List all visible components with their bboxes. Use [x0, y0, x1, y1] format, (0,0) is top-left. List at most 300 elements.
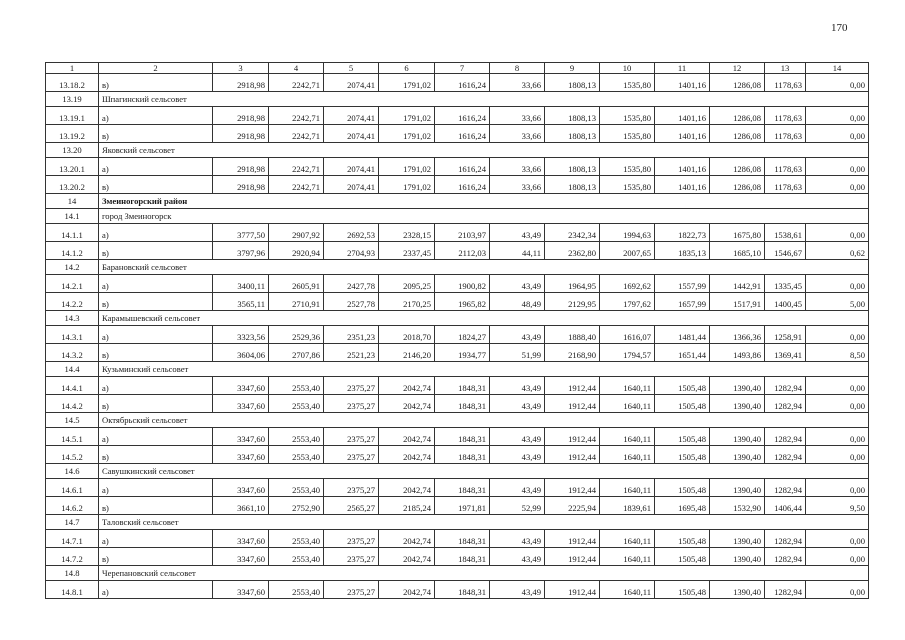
section-name: Черепановский сельсовет: [99, 566, 869, 581]
value-cell: 1964,95: [545, 275, 600, 293]
row-code: 13.20.2: [46, 176, 99, 194]
value-cell: 43,49: [490, 377, 545, 395]
value-cell: 1493,86: [710, 344, 765, 362]
row-code: 14.3.2: [46, 344, 99, 362]
value-cell: 1505,48: [655, 530, 710, 548]
table-row: [46, 326, 869, 344]
row-code: 14.4.1: [46, 377, 99, 395]
value-cell: 2042,74: [379, 479, 435, 497]
value-cell: 1535,80: [600, 125, 655, 143]
value-cell: 2242,71: [269, 158, 324, 176]
value-cell: 0,00: [806, 224, 869, 242]
value-cell: 3400,11: [213, 275, 269, 293]
value-cell: 2007,65: [600, 242, 655, 260]
table-row: [46, 344, 869, 362]
row-code: 14.1.2: [46, 242, 99, 260]
value-cell: 2074,41: [324, 74, 379, 92]
row-code: 14.5.1: [46, 428, 99, 446]
row-label: а): [99, 107, 213, 125]
value-cell: 1406,44: [765, 497, 806, 515]
value-cell: 1791,02: [379, 74, 435, 92]
value-cell: 1286,08: [710, 176, 765, 194]
value-cell: 2918,98: [213, 158, 269, 176]
row-code: 14.7.1: [46, 530, 99, 548]
value-cell: 0,00: [806, 395, 869, 413]
value-cell: 2095,25: [379, 275, 435, 293]
value-cell: 0,00: [806, 176, 869, 194]
value-cell: 2710,91: [269, 293, 324, 311]
value-cell: 0,00: [806, 548, 869, 566]
value-cell: 1282,94: [765, 548, 806, 566]
value-cell: 1535,80: [600, 107, 655, 125]
table-row: [46, 125, 869, 143]
value-cell: 0,00: [806, 74, 869, 92]
value-cell: 2242,71: [269, 107, 324, 125]
value-cell: 52,99: [490, 497, 545, 515]
value-cell: 1794,57: [600, 344, 655, 362]
value-cell: 2521,23: [324, 344, 379, 362]
table-row: [46, 428, 869, 446]
value-cell: 1286,08: [710, 107, 765, 125]
table-row: [46, 581, 869, 599]
value-cell: 1651,44: [655, 344, 710, 362]
value-cell: 1912,44: [545, 581, 600, 599]
value-cell: 1505,48: [655, 446, 710, 464]
value-cell: 2112,03: [435, 242, 490, 260]
value-cell: 2553,40: [269, 530, 324, 548]
value-cell: 3347,60: [213, 548, 269, 566]
value-cell: 1390,40: [710, 581, 765, 599]
value-cell: 2242,71: [269, 176, 324, 194]
section-row: [46, 464, 869, 479]
value-cell: 1282,94: [765, 446, 806, 464]
section-name: Таловский сельсовет: [99, 515, 869, 530]
section-name: Барановский сельсовет: [99, 260, 869, 275]
row-code: 14.2.1: [46, 275, 99, 293]
value-cell: 1848,31: [435, 530, 490, 548]
value-cell: 1505,48: [655, 581, 710, 599]
value-cell: 1535,80: [600, 158, 655, 176]
table-row: [46, 497, 869, 515]
value-cell: 2042,74: [379, 548, 435, 566]
value-cell: 1178,63: [765, 107, 806, 125]
value-cell: 1178,63: [765, 176, 806, 194]
value-cell: 3797,96: [213, 242, 269, 260]
value-cell: 1390,40: [710, 548, 765, 566]
value-cell: 2527,78: [324, 293, 379, 311]
value-cell: 1390,40: [710, 446, 765, 464]
value-cell: 1282,94: [765, 479, 806, 497]
value-cell: 2375,27: [324, 377, 379, 395]
section-row: [46, 362, 869, 377]
value-cell: 1535,80: [600, 74, 655, 92]
value-cell: 3347,60: [213, 428, 269, 446]
value-cell: 0,00: [806, 275, 869, 293]
value-cell: 1178,63: [765, 74, 806, 92]
table-row: [46, 395, 869, 413]
value-cell: 1640,11: [600, 548, 655, 566]
row-code: 14.5: [46, 413, 99, 428]
value-cell: 1640,11: [600, 479, 655, 497]
value-cell: 1912,44: [545, 446, 600, 464]
value-cell: 2427,78: [324, 275, 379, 293]
value-cell: 1822,73: [655, 224, 710, 242]
value-cell: 1390,40: [710, 395, 765, 413]
section-row: [46, 413, 869, 428]
value-cell: 1640,11: [600, 446, 655, 464]
row-code: 14.2: [46, 260, 99, 275]
value-cell: 33,66: [490, 74, 545, 92]
value-cell: 2529,36: [269, 326, 324, 344]
value-cell: 1401,16: [655, 74, 710, 92]
value-cell: 2362,80: [545, 242, 600, 260]
value-cell: 2225,94: [545, 497, 600, 515]
value-cell: 2042,74: [379, 446, 435, 464]
value-cell: 1505,48: [655, 395, 710, 413]
table-row: [46, 224, 869, 242]
row-label: а): [99, 428, 213, 446]
value-cell: 1695,48: [655, 497, 710, 515]
value-cell: 1335,45: [765, 275, 806, 293]
value-cell: 1282,94: [765, 428, 806, 446]
value-cell: 1535,80: [600, 176, 655, 194]
row-label: а): [99, 530, 213, 548]
value-cell: 1401,16: [655, 176, 710, 194]
value-cell: 43,49: [490, 395, 545, 413]
table-row: [46, 293, 869, 311]
value-cell: 33,66: [490, 125, 545, 143]
value-cell: 1390,40: [710, 377, 765, 395]
value-cell: 3323,56: [213, 326, 269, 344]
row-code: 14.4: [46, 362, 99, 377]
value-cell: 1505,48: [655, 428, 710, 446]
row-code: 14.7: [46, 515, 99, 530]
value-cell: 1791,02: [379, 176, 435, 194]
row-code: 13.18.2: [46, 74, 99, 92]
value-cell: 3347,60: [213, 581, 269, 599]
row-label: в): [99, 395, 213, 413]
value-cell: 1282,94: [765, 395, 806, 413]
value-cell: 1848,31: [435, 548, 490, 566]
value-cell: 1640,11: [600, 395, 655, 413]
value-cell: 0,00: [806, 377, 869, 395]
value-cell: 2042,74: [379, 428, 435, 446]
section-name: Шпагинский сельсовет: [99, 92, 869, 107]
value-cell: 2553,40: [269, 581, 324, 599]
value-cell: 0,00: [806, 530, 869, 548]
value-cell: 0,62: [806, 242, 869, 260]
section-name: Яковский сельсовет: [99, 143, 869, 158]
value-cell: 0,00: [806, 581, 869, 599]
value-cell: 1401,16: [655, 107, 710, 125]
value-cell: 1532,90: [710, 497, 765, 515]
value-cell: 48,49: [490, 293, 545, 311]
value-cell: 2342,34: [545, 224, 600, 242]
row-code: 13.20.1: [46, 158, 99, 176]
value-cell: 1369,41: [765, 344, 806, 362]
value-cell: 43,49: [490, 326, 545, 344]
value-cell: 1616,24: [435, 74, 490, 92]
column-number-row: [46, 63, 869, 74]
value-cell: 1616,24: [435, 176, 490, 194]
value-cell: 2242,71: [269, 125, 324, 143]
column-number: 10: [600, 63, 655, 74]
row-code: 14.3: [46, 311, 99, 326]
value-cell: 1546,67: [765, 242, 806, 260]
value-cell: 1640,11: [600, 581, 655, 599]
value-cell: 0,00: [806, 446, 869, 464]
section-row: [46, 566, 869, 581]
value-cell: 43,49: [490, 479, 545, 497]
section-row: [46, 194, 869, 209]
value-cell: 2074,41: [324, 176, 379, 194]
value-cell: 1685,10: [710, 242, 765, 260]
row-label: в): [99, 293, 213, 311]
value-cell: 1912,44: [545, 377, 600, 395]
value-cell: 0,00: [806, 107, 869, 125]
section-row: [46, 515, 869, 530]
value-cell: 2918,98: [213, 74, 269, 92]
table-body: [46, 74, 869, 599]
value-cell: 2375,27: [324, 548, 379, 566]
tariff-table: [45, 62, 869, 599]
value-cell: 2918,98: [213, 107, 269, 125]
section-name: Змеиногорский район: [99, 194, 869, 209]
value-cell: 1640,11: [600, 377, 655, 395]
column-number: 4: [269, 63, 324, 74]
value-cell: 1808,13: [545, 158, 600, 176]
row-label: а): [99, 479, 213, 497]
value-cell: 2375,27: [324, 479, 379, 497]
column-number: 12: [710, 63, 765, 74]
section-name: Савушкинский сельсовет: [99, 464, 869, 479]
column-number: 5: [324, 63, 379, 74]
row-label: в): [99, 125, 213, 143]
value-cell: 1994,63: [600, 224, 655, 242]
value-cell: 1390,40: [710, 428, 765, 446]
row-code: 14.3.1: [46, 326, 99, 344]
value-cell: 2170,25: [379, 293, 435, 311]
value-cell: 9,50: [806, 497, 869, 515]
value-cell: 33,66: [490, 176, 545, 194]
section-name: город Змеиногорск: [99, 209, 869, 224]
value-cell: 1481,44: [655, 326, 710, 344]
value-cell: 2168,90: [545, 344, 600, 362]
value-cell: 1401,16: [655, 125, 710, 143]
value-cell: 2146,20: [379, 344, 435, 362]
section-name: Кузьминский сельсовет: [99, 362, 869, 377]
value-cell: 2907,92: [269, 224, 324, 242]
value-cell: 2337,45: [379, 242, 435, 260]
row-label: а): [99, 581, 213, 599]
value-cell: 1505,48: [655, 479, 710, 497]
section-row: [46, 209, 869, 224]
value-cell: 1538,61: [765, 224, 806, 242]
value-cell: 1616,24: [435, 125, 490, 143]
row-code: 14.1: [46, 209, 99, 224]
value-cell: 2553,40: [269, 446, 324, 464]
value-cell: 2692,53: [324, 224, 379, 242]
value-cell: 1616,24: [435, 158, 490, 176]
row-code: 14.6.1: [46, 479, 99, 497]
section-row: [46, 92, 869, 107]
value-cell: 2605,91: [269, 275, 324, 293]
section-name: Карамышевский сельсовет: [99, 311, 869, 326]
value-cell: 2553,40: [269, 395, 324, 413]
value-cell: 2918,98: [213, 176, 269, 194]
row-label: в): [99, 242, 213, 260]
value-cell: 3347,60: [213, 446, 269, 464]
value-cell: 5,00: [806, 293, 869, 311]
value-cell: 2553,40: [269, 548, 324, 566]
column-number: 8: [490, 63, 545, 74]
value-cell: 1912,44: [545, 479, 600, 497]
value-cell: 2375,27: [324, 446, 379, 464]
value-cell: 2074,41: [324, 125, 379, 143]
value-cell: 1808,13: [545, 74, 600, 92]
row-code: 13.19: [46, 92, 99, 107]
value-cell: 2704,93: [324, 242, 379, 260]
value-cell: 1839,61: [600, 497, 655, 515]
value-cell: 1791,02: [379, 107, 435, 125]
value-cell: 1178,63: [765, 158, 806, 176]
value-cell: 2042,74: [379, 395, 435, 413]
value-cell: 1401,16: [655, 158, 710, 176]
section-row: [46, 311, 869, 326]
value-cell: 1971,81: [435, 497, 490, 515]
value-cell: 1848,31: [435, 395, 490, 413]
value-cell: 3347,60: [213, 377, 269, 395]
value-cell: 2328,15: [379, 224, 435, 242]
value-cell: 2553,40: [269, 479, 324, 497]
value-cell: 1282,94: [765, 581, 806, 599]
table-row: [46, 158, 869, 176]
value-cell: 44,11: [490, 242, 545, 260]
row-code: 14.5.2: [46, 446, 99, 464]
value-cell: 1934,77: [435, 344, 490, 362]
table-row: [46, 446, 869, 464]
row-code: 14.4.2: [46, 395, 99, 413]
value-cell: 1912,44: [545, 548, 600, 566]
value-cell: 2042,74: [379, 377, 435, 395]
value-cell: 2553,40: [269, 428, 324, 446]
column-number: 3: [213, 63, 269, 74]
value-cell: 1258,91: [765, 326, 806, 344]
row-code: 14.1.1: [46, 224, 99, 242]
row-code: 14.7.2: [46, 548, 99, 566]
value-cell: 2242,71: [269, 74, 324, 92]
value-cell: 1912,44: [545, 530, 600, 548]
value-cell: 1286,08: [710, 74, 765, 92]
value-cell: 1912,44: [545, 395, 600, 413]
column-number: 1: [46, 63, 99, 74]
value-cell: 3347,60: [213, 395, 269, 413]
value-cell: 43,49: [490, 224, 545, 242]
value-cell: 2375,27: [324, 530, 379, 548]
value-cell: 1286,08: [710, 158, 765, 176]
row-label: в): [99, 497, 213, 515]
page-number: 170: [831, 22, 848, 34]
value-cell: 2920,94: [269, 242, 324, 260]
value-cell: 2375,27: [324, 395, 379, 413]
table-row: [46, 107, 869, 125]
column-number: 2: [99, 63, 213, 74]
value-cell: 3604,06: [213, 344, 269, 362]
value-cell: 1848,31: [435, 581, 490, 599]
row-label: а): [99, 326, 213, 344]
value-cell: 1965,82: [435, 293, 490, 311]
row-code: 14.2.2: [46, 293, 99, 311]
value-cell: 2074,41: [324, 107, 379, 125]
value-cell: 1282,94: [765, 530, 806, 548]
row-label: а): [99, 275, 213, 293]
value-cell: 2752,90: [269, 497, 324, 515]
value-cell: 1366,36: [710, 326, 765, 344]
value-cell: 0,00: [806, 158, 869, 176]
value-cell: 51,99: [490, 344, 545, 362]
value-cell: 1835,13: [655, 242, 710, 260]
value-cell: 1675,80: [710, 224, 765, 242]
column-number: 11: [655, 63, 710, 74]
value-cell: 1808,13: [545, 125, 600, 143]
value-cell: 3347,60: [213, 479, 269, 497]
row-label: в): [99, 74, 213, 92]
value-cell: 2553,40: [269, 377, 324, 395]
value-cell: 3565,11: [213, 293, 269, 311]
value-cell: 1824,27: [435, 326, 490, 344]
row-code: 14: [46, 194, 99, 209]
table-row: [46, 479, 869, 497]
value-cell: 1791,02: [379, 125, 435, 143]
row-label: в): [99, 344, 213, 362]
value-cell: 1848,31: [435, 446, 490, 464]
row-code: 14.6.2: [46, 497, 99, 515]
value-cell: 1797,62: [600, 293, 655, 311]
value-cell: 1616,07: [600, 326, 655, 344]
value-cell: 1286,08: [710, 125, 765, 143]
value-cell: 0,00: [806, 428, 869, 446]
value-cell: 1791,02: [379, 158, 435, 176]
value-cell: 0,00: [806, 479, 869, 497]
table-row: [46, 176, 869, 194]
row-code: 13.20: [46, 143, 99, 158]
value-cell: 2074,41: [324, 158, 379, 176]
value-cell: 1848,31: [435, 428, 490, 446]
value-cell: 2351,23: [324, 326, 379, 344]
value-cell: 1178,63: [765, 125, 806, 143]
row-code: 14.6: [46, 464, 99, 479]
value-cell: 8,50: [806, 344, 869, 362]
value-cell: 2375,27: [324, 581, 379, 599]
table-row: [46, 275, 869, 293]
section-row: [46, 260, 869, 275]
value-cell: 3661,10: [213, 497, 269, 515]
value-cell: 2185,24: [379, 497, 435, 515]
value-cell: 2042,74: [379, 581, 435, 599]
value-cell: 43,49: [490, 428, 545, 446]
row-code: 14.8.1: [46, 581, 99, 599]
value-cell: 33,66: [490, 107, 545, 125]
row-label: в): [99, 176, 213, 194]
value-cell: 1848,31: [435, 479, 490, 497]
value-cell: 1808,13: [545, 107, 600, 125]
value-cell: 2042,74: [379, 530, 435, 548]
row-label: а): [99, 158, 213, 176]
row-code: 13.19.1: [46, 107, 99, 125]
table-row: [46, 377, 869, 395]
row-code: 14.8: [46, 566, 99, 581]
value-cell: 1657,99: [655, 293, 710, 311]
